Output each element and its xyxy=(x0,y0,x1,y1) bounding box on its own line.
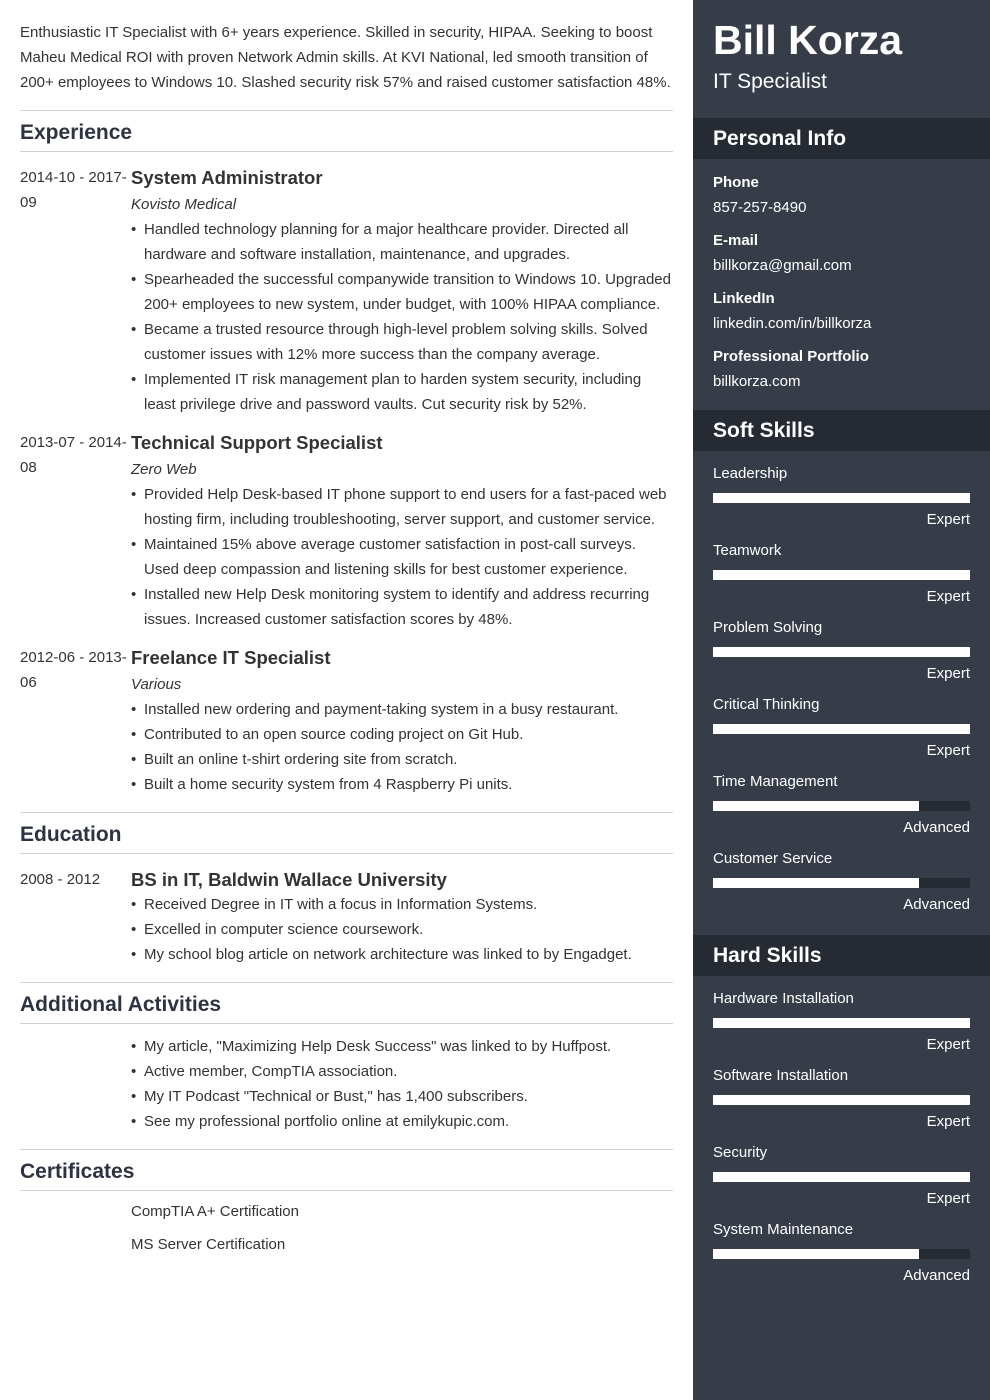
skill-level: Expert xyxy=(926,1190,970,1207)
job-body xyxy=(131,165,673,417)
education-date: 2008 - 2012 xyxy=(20,871,101,888)
skill-level: Advanced xyxy=(903,819,970,836)
job-bullet: • Maintained 15% above average customer satisfaction in post-call surveys. Used deep compassion and listening skills for best customer experience. xyxy=(131,532,673,582)
job-body xyxy=(131,430,673,632)
skill-bar-track xyxy=(713,1249,970,1259)
skill-level: Expert xyxy=(926,511,970,528)
skill-bar-track xyxy=(713,878,970,888)
skill-name: Time Management xyxy=(713,773,838,790)
soft-skills-list xyxy=(693,451,990,935)
skill-item xyxy=(713,769,970,840)
hard-skills-list xyxy=(693,976,990,1306)
job-role: Technical Support Specialist xyxy=(131,432,383,453)
email-label: E-mail xyxy=(713,232,759,249)
skill-bar-track xyxy=(713,724,970,734)
job-bullet: • Built an online t-shirt ordering site from scratch. xyxy=(131,747,673,772)
job-list xyxy=(20,152,673,797)
experience-heading: Experience xyxy=(20,111,673,152)
skill-name: Critical Thinking xyxy=(713,696,820,713)
email-value: billkorza@gmail.com xyxy=(713,257,852,274)
skill-item xyxy=(713,986,970,1057)
skill-bar-fill xyxy=(713,878,919,888)
skill-level: Advanced xyxy=(903,896,970,913)
skill-name: Software Installation xyxy=(713,1067,849,1084)
certificate-item: CompTIA A+ Certification xyxy=(131,1203,299,1220)
skill-item xyxy=(713,1063,970,1134)
education-degree: BS in IT, Baldwin Wallace University xyxy=(131,869,447,890)
linkedin-label: LinkedIn xyxy=(713,290,775,307)
job-entry xyxy=(20,152,673,417)
education-bullet: • My school blog article on network architecture was linked to by Engadget. xyxy=(131,942,673,967)
job-entry xyxy=(20,417,673,632)
skill-bar-fill xyxy=(713,493,970,503)
job-company: Various xyxy=(131,676,182,693)
education-section xyxy=(20,813,673,983)
skill-bar-fill xyxy=(713,801,919,811)
skill-bar-track xyxy=(713,1018,970,1028)
skill-bar-track xyxy=(713,570,970,580)
job-role: System Administrator xyxy=(131,167,323,188)
job-bullet: • Implemented IT risk management plan to harden system security, including least privilege drive and password vaults. Cut security risk by 52%. xyxy=(131,367,673,417)
job-company: Kovisto Medical xyxy=(131,196,237,213)
job-bullet: • Built a home security system from 4 Raspberry Pi units. xyxy=(131,772,673,797)
activity-bullet: • My article, "Maximizing Help Desk Success" was linked to by Huffpost. xyxy=(131,1034,673,1059)
activities-heading: Additional Activities xyxy=(20,983,673,1024)
activities-entry xyxy=(20,1024,673,1134)
job-bullet: • Provided Help Desk-based IT phone support to end users for a fast-paced web hosting firm, including troubleshooting, server support, and customer service. xyxy=(131,482,673,532)
activity-bullet: • See my professional portfolio online at emilykupic.com. xyxy=(131,1109,673,1134)
personal-info-heading: Personal Info xyxy=(693,118,990,159)
skill-item xyxy=(713,846,970,917)
job-bullet: • Installed new ordering and payment-taking system in a busy restaurant. xyxy=(131,697,673,722)
skill-name: Teamwork xyxy=(713,542,782,559)
skill-bar-track xyxy=(713,801,970,811)
skill-bar-track xyxy=(713,647,970,657)
job-company: Zero Web xyxy=(131,461,197,478)
job-bullet: • Handled technology planning for a major healthcare provider. Directed all hardware and software installation, maintenance, and upgrades. xyxy=(131,217,673,267)
activities-bullets xyxy=(131,1034,673,1134)
experience-section xyxy=(20,111,673,813)
summary: Enthusiastic IT Specialist with 6+ years experience. Skilled in security, HIPAA. Seeking to boost Maheu Medical ROI with proven Network Admin skills. At KVI National, led smooth transition of 200+ employees to Windows 10. Slashed security risk 57% and raised customer satisfaction 48%. xyxy=(20,0,673,111)
skill-item xyxy=(713,1140,970,1211)
phone-label: Phone xyxy=(713,174,759,191)
skill-name: Security xyxy=(713,1144,768,1161)
education-bullets xyxy=(131,892,673,967)
skill-item xyxy=(713,692,970,763)
skill-name: Customer Service xyxy=(713,850,833,867)
personal-info xyxy=(693,159,990,410)
skill-bar-fill xyxy=(713,1249,919,1259)
job-entry xyxy=(20,632,673,797)
education-heading: Education xyxy=(20,813,673,854)
skill-item xyxy=(713,461,970,532)
certificate-item: MS Server Certification xyxy=(131,1236,286,1253)
skill-item xyxy=(713,615,970,686)
job-bullets xyxy=(131,482,673,632)
skill-bar-fill xyxy=(713,1018,970,1028)
skill-bar-fill xyxy=(713,1095,970,1105)
profile-name: Bill Korza xyxy=(713,17,903,63)
skill-bar-track xyxy=(713,1172,970,1182)
job-role: Freelance IT Specialist xyxy=(131,647,331,668)
skill-item xyxy=(713,1217,970,1288)
skill-item xyxy=(713,538,970,609)
skill-bar-fill xyxy=(713,570,970,580)
job-bullets xyxy=(131,217,673,417)
skill-level: Expert xyxy=(926,588,970,605)
job-bullet: • Spearheaded the successful companywide transition to Windows 10. Upgraded 200+ employees to new system, under budget, with 100% HIPAA compliance. xyxy=(131,267,673,317)
skill-bar-fill xyxy=(713,724,970,734)
sidebar xyxy=(693,0,990,1400)
skill-level: Expert xyxy=(926,1036,970,1053)
skill-name: Leadership xyxy=(713,465,788,482)
education-bullet: • Received Degree in IT with a focus in Information Systems. xyxy=(131,892,673,917)
education-entry xyxy=(20,854,673,967)
phone-value: 857-257-8490 xyxy=(713,199,807,216)
job-bullet: • Installed new Help Desk monitoring system to identify and address recurring issues. Increased customer satisfaction scores by 48%. xyxy=(131,582,673,632)
job-bullet: • Became a trusted resource through high-level problem solving skills. Solved customer issues with 12% more success than the company average. xyxy=(131,317,673,367)
activities-section xyxy=(20,983,673,1150)
job-body xyxy=(131,645,673,797)
skill-bar-fill xyxy=(713,1172,970,1182)
certificate-list xyxy=(20,1199,673,1257)
job-bullets xyxy=(131,697,673,797)
education-bullet: • Excelled in computer science coursework. xyxy=(131,917,673,942)
activity-bullet: • Active member, CompTIA association. xyxy=(131,1059,673,1084)
skill-bar-fill xyxy=(713,647,970,657)
job-bullet: • Contributed to an open source coding project on Git Hub. xyxy=(131,722,673,747)
skill-name: Hardware Installation xyxy=(713,990,854,1007)
activity-bullet: • My IT Podcast "Technical or Bust," has 1,400 subscribers. xyxy=(131,1084,673,1109)
skill-level: Expert xyxy=(926,665,970,682)
portfolio-label: Professional Portfolio xyxy=(713,348,869,365)
skill-bar-track xyxy=(713,1095,970,1105)
hard-skills-heading: Hard Skills xyxy=(693,935,990,976)
soft-skills-heading: Soft Skills xyxy=(693,410,990,451)
portfolio-value: billkorza.com xyxy=(713,373,801,390)
certificates-section xyxy=(20,1150,673,1272)
skill-name: System Maintenance xyxy=(713,1221,854,1238)
linkedin-value: linkedin.com/in/billkorza xyxy=(713,315,872,332)
skill-level: Expert xyxy=(926,742,970,759)
certificates-heading: Certificates xyxy=(20,1150,673,1191)
job-date: 2012-06 - 2013-06 xyxy=(20,649,127,691)
profile-title: IT Specialist xyxy=(713,70,827,93)
skill-name: Problem Solving xyxy=(713,619,823,636)
job-date: 2014-10 - 2017-09 xyxy=(20,169,127,211)
skill-bar-track xyxy=(713,493,970,503)
skill-level: Advanced xyxy=(903,1267,970,1284)
skill-level: Expert xyxy=(926,1113,970,1130)
job-date: 2013-07 - 2014-08 xyxy=(20,434,127,476)
